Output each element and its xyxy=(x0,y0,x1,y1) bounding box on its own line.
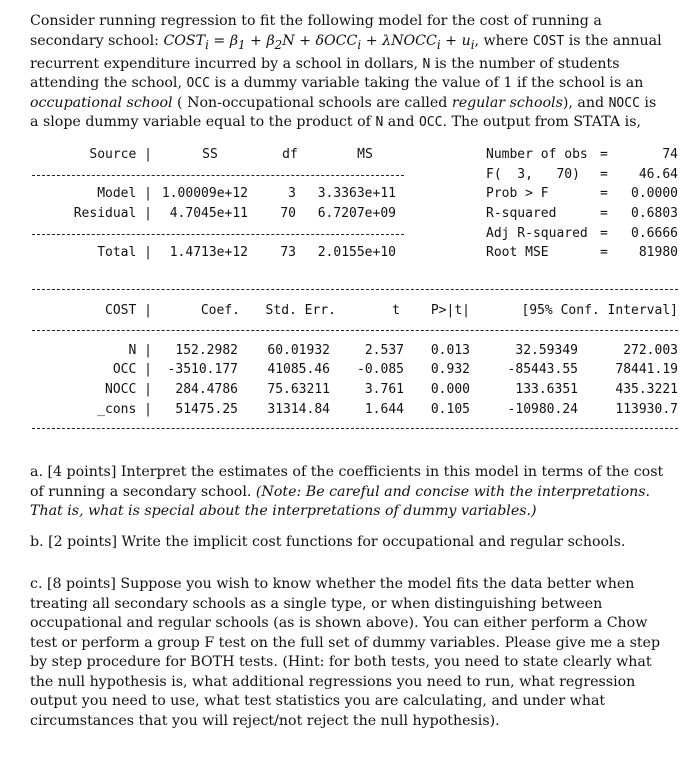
coef-header-ci: [95% Conf. Interval] xyxy=(521,303,678,318)
question-a: a. [4 points] Interpret the estimates of the coefficients in this model in terms of the cost of running a secondary school. (Note: Be careful and concise with the interpretations. That is, what is special about the interpretations of dummy variables.) xyxy=(30,464,664,519)
coef-header-var: COST | xyxy=(105,303,152,318)
anova-row-ms: 6.7207e+09 xyxy=(317,206,396,221)
anova-row-ss: 4.7045e+11 xyxy=(169,206,248,221)
coef-row-ci-low: 133.6351 xyxy=(515,382,578,397)
stat-eq: = xyxy=(600,226,608,241)
coef-row-coef: 51475.25 xyxy=(175,402,238,417)
stat-value: 0.6666 xyxy=(631,226,678,241)
coef-row-var: N | xyxy=(128,343,152,358)
coef-row-ci-high: 78441.19 xyxy=(615,362,678,377)
stat-value: 74 xyxy=(662,147,678,162)
anova-header-df: df xyxy=(282,147,298,162)
stat-label: R-squared xyxy=(486,206,557,221)
coef-row-ci-low: -85443.55 xyxy=(507,362,578,377)
anova-row-ss: 1.00009e+12 xyxy=(161,186,248,201)
coef-row-ci-low: -10980.24 xyxy=(507,402,578,417)
anova-row-source: Residual | xyxy=(73,206,152,221)
coef-top-rule xyxy=(32,289,678,290)
model-equation: $COST_i = \beta_1 + \beta_2N + \delta OCC_i$ + λNOCC$_i$ + $u_i$ xyxy=(163,32,475,52)
stat-value: 81980 xyxy=(638,245,678,260)
coef-row-ci-high: 113930.7 xyxy=(615,402,678,417)
stat-label: Adj R-squared xyxy=(486,226,588,241)
question-c: c. [8 points] Suppose you wish to know whether the model fits the data better when treating all secondary schools as a single type, or when distinguishing between occupational and regular schools (as is shown above). You can either perform a Chow test or perform a group F test on the full set of dummy variables. Please give me a step by step procedure for BOTH tests. (Hint: for both tests, you need to state clearly what the null hypothesis is, what additional regressions you need to run, what regression output you need to use, what test statistics you are calculating, and under what circumstances that you will reject/not reject the null hypothesis). xyxy=(30,576,661,729)
coef-row-p: 0.932 xyxy=(430,362,470,377)
coef-header-se: Std. Err. xyxy=(265,303,336,318)
coef-header-coef: Coef. xyxy=(200,303,240,318)
coef-row-se: 41085.46 xyxy=(267,362,330,377)
anova-row-df: 3 xyxy=(288,186,296,201)
stat-eq: = xyxy=(600,206,608,221)
anova-row-ms: 2.0155e+10 xyxy=(317,245,396,260)
anova-row-ms: 3.3363e+11 xyxy=(317,186,396,201)
anova-row-df: 73 xyxy=(280,245,296,260)
coef-row-p: 0.105 xyxy=(430,402,470,417)
coef-row-coef: 152.2982 xyxy=(175,343,238,358)
anova-divider xyxy=(32,234,404,235)
intro-paragraph: Consider running regression to fit the following model for the cost of running a secondary school: $COST_i = \beta_1 + \beta_2N + \delta OCC_i$ + λNOCC$_i$ + $u_i$, where COST is the annual recurrent expenditure incurred by a school in dollars, N is the number of students attending the school, OCC is a dummy variable taking the value of 1 if the school is an occupational school ( Non-occupational schools are called regular schools), and NOCC is a slope dummy variable equal to the product of N and OCC. The output from STATA is, xyxy=(30,13,662,131)
coef-row-p: 0.013 xyxy=(430,343,470,358)
coef-header-p: P>|t| xyxy=(430,303,470,318)
question-b: b. [2 points] Write the implicit cost functions for occupational and regular schools. xyxy=(30,534,626,550)
anova-row-source: Total | xyxy=(97,245,152,260)
coef-row-ci-low: 32.59349 xyxy=(515,343,578,358)
anova-row-source: Model | xyxy=(97,186,152,201)
anova-header-ss: SS xyxy=(202,147,218,162)
stat-value: 46.64 xyxy=(638,167,678,182)
coef-row-p: 0.000 xyxy=(430,382,470,397)
stat-value: 0.0000 xyxy=(631,186,678,201)
stat-label: Number of obs xyxy=(486,147,588,162)
stat-label: F( 3, 70) xyxy=(486,167,580,182)
coef-row-se: 75.63211 xyxy=(267,382,330,397)
anova-header-source: Source | xyxy=(89,147,152,162)
anova-row-ss: 1.4713e+12 xyxy=(169,245,248,260)
coef-row-se: 60.01932 xyxy=(267,343,330,358)
anova-divider xyxy=(32,175,404,176)
coef-bottom-rule xyxy=(32,428,678,429)
coef-row-var: _cons | xyxy=(97,402,152,417)
coef-header-t: t xyxy=(392,303,400,318)
stat-eq: = xyxy=(600,245,608,260)
coef-row-ci-high: 272.003 xyxy=(623,343,678,358)
stat-eq: = xyxy=(600,186,608,201)
coef-row-t: 3.761 xyxy=(364,382,404,397)
coef-row-t: 1.644 xyxy=(364,402,404,417)
coef-row-ci-high: 435.3221 xyxy=(615,382,678,397)
stat-label: Prob > F xyxy=(486,186,549,201)
anova-row-df: 70 xyxy=(280,206,296,221)
stat-label: Root MSE xyxy=(486,245,549,260)
coef-row-coef: -3510.177 xyxy=(167,362,238,377)
stat-eq: = xyxy=(600,167,608,182)
stat-eq: = xyxy=(600,147,608,162)
coef-row-coef: 284.4786 xyxy=(175,382,238,397)
coef-divider xyxy=(32,330,678,331)
stat-value: 0.6803 xyxy=(631,206,678,221)
coef-row-t: 2.537 xyxy=(364,343,404,358)
coef-row-t: -0.085 xyxy=(357,362,404,377)
coef-row-var: OCC | xyxy=(112,362,152,377)
coef-row-var: NOCC | xyxy=(105,382,152,397)
anova-header-ms: MS xyxy=(357,147,373,162)
coef-row-se: 31314.84 xyxy=(267,402,330,417)
